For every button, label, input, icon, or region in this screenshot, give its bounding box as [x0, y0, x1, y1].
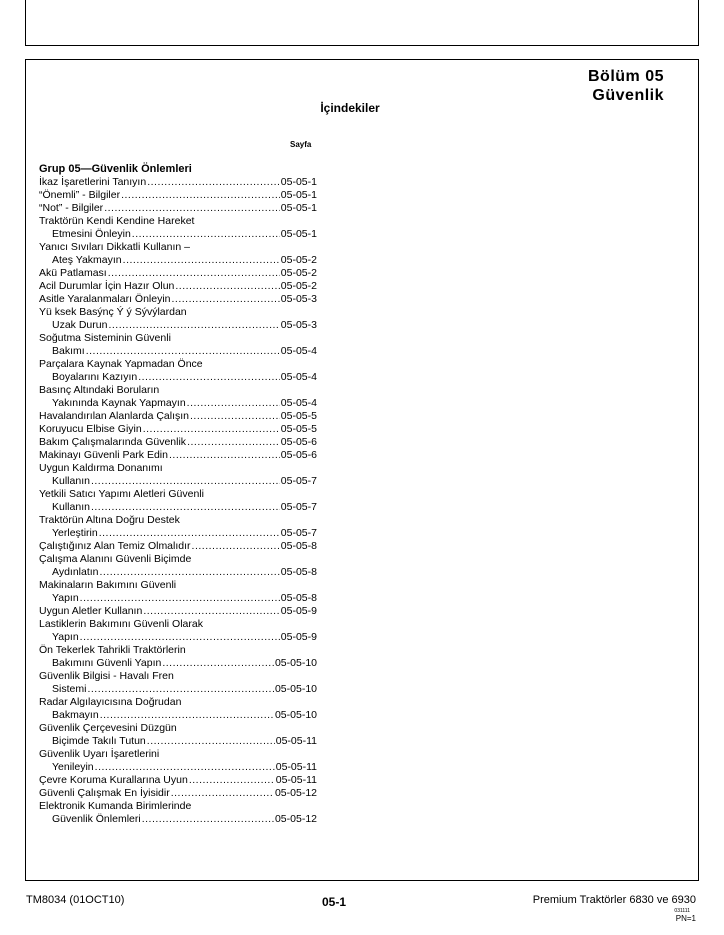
toc-entry-title: Uzak Durun [52, 319, 108, 331]
toc-entry-title: Traktörün Kendi Kendine Hareket [39, 215, 195, 227]
toc-entry[interactable] [39, 384, 317, 410]
toc-entry[interactable] [39, 618, 317, 644]
toc-entry-page: 05-05-1 [280, 228, 317, 240]
toc-entry-title: Yakınında Kaynak Yapmayın [52, 397, 186, 409]
dot-leader [190, 410, 280, 423]
toc-entry-title: Güvenlik Uyarı İşaretlerini [39, 748, 160, 760]
toc-entry-line [39, 540, 317, 553]
section-name: Güvenlik [592, 87, 664, 104]
toc-entry-line [39, 683, 317, 696]
toc-entry-title: Yapın [52, 592, 79, 604]
toc-entry-line [39, 761, 317, 774]
dot-leader [187, 436, 280, 449]
toc-entry[interactable] [39, 722, 317, 748]
toc-entry-title: Biçimde Takılı Tutun [52, 735, 146, 747]
toc-entry-line [39, 215, 317, 228]
toc-entry-title: Uygun Kaldırma Donanımı [39, 462, 163, 474]
dot-leader [100, 709, 274, 722]
toc-entry-line [39, 553, 317, 566]
toc-entry-line [39, 813, 317, 826]
dot-leader [147, 176, 280, 189]
toc-entry[interactable] [39, 579, 317, 605]
toc-entry-line [39, 228, 317, 241]
toc-entry-page: 05-05-4 [280, 345, 317, 357]
toc-heading: İçindekiler [320, 101, 380, 115]
toc-entry-title: Kullanın [52, 475, 90, 487]
toc-entry[interactable] [39, 670, 317, 696]
toc-entry-title: Lastiklerin Bakımını Güvenli Olarak [39, 618, 203, 630]
toc-entry-title: Uygun Aletler Kullanın [39, 605, 143, 617]
toc-entry[interactable] [39, 306, 317, 332]
toc-entry-line [39, 488, 317, 501]
toc-entry-line [39, 423, 317, 436]
toc-entry-title: Bakım Çalışmalarında Güvenlik [39, 436, 187, 448]
toc-entry-page: 05-05-2 [280, 280, 317, 292]
toc-entry-title: Kullanın [52, 501, 90, 513]
toc-entry-line [39, 462, 317, 475]
dot-leader [142, 813, 274, 826]
dot-leader [108, 267, 280, 280]
toc-entry[interactable] [39, 410, 317, 423]
dot-leader [138, 371, 280, 384]
toc-entry-title: Makinaların Bakımını Güvenli [39, 579, 177, 591]
toc-entry-page: 05-05-4 [280, 397, 317, 409]
dot-leader [121, 189, 280, 202]
toc-entry[interactable] [39, 436, 317, 449]
toc-entry-line [39, 319, 317, 332]
toc-entry-page: 05-05-11 [275, 774, 317, 786]
toc-entry-title: Bakımı [52, 345, 85, 357]
toc-entry[interactable] [39, 462, 317, 488]
toc-entry[interactable] [39, 748, 317, 774]
toc-entry[interactable] [39, 189, 317, 202]
toc-entry[interactable] [39, 553, 317, 579]
page-column-label: Sayfa [290, 140, 312, 149]
toc-entry-page: 05-05-8 [280, 592, 317, 604]
dot-leader [104, 202, 280, 215]
toc-entry-line [39, 410, 317, 423]
toc-entry-title: Güvenli Çalışmak En İyisidir [39, 787, 170, 799]
toc-entry-page: 05-05-1 [280, 202, 317, 214]
toc-entry[interactable] [39, 293, 317, 306]
toc-entry-page: 05-05-3 [280, 293, 317, 305]
toc-entry-page: 05-05-8 [280, 566, 317, 578]
dot-leader [123, 254, 280, 267]
toc-entry-line [39, 293, 317, 306]
dot-leader [172, 293, 280, 306]
toc-entry-title: Güvenlik Önlemleri [52, 813, 141, 825]
dot-leader [91, 501, 280, 514]
toc-entry[interactable] [39, 488, 317, 514]
toc-entry-title: Yenileyin [52, 761, 94, 773]
section-number: Bölüm 05 [587, 68, 664, 85]
toc-entry-page: 05-05-5 [280, 423, 317, 435]
toc-entries [39, 176, 317, 826]
toc-entry-title: Çalışma Alanını Güvenli Biçimde [39, 553, 192, 565]
toc-entry-line [39, 436, 317, 449]
dot-leader [143, 423, 280, 436]
dot-leader [171, 787, 274, 800]
toc-entry-page: 05-05-6 [280, 449, 317, 461]
dot-leader [87, 683, 274, 696]
toc-entry-line [39, 605, 317, 618]
top-page-frame [25, 0, 699, 46]
toc-entry-page: 05-05-10 [274, 709, 317, 721]
dot-leader [80, 592, 280, 605]
toc-entry-title: Çalıştığınız Alan Temiz Olmalıdır [39, 540, 191, 552]
dot-leader [175, 280, 279, 293]
toc-entry-page: 05-05-4 [280, 371, 317, 383]
toc-entry[interactable] [39, 332, 317, 358]
toc-entry-title: İkaz İşaretlerini Tanıyın [39, 176, 147, 188]
toc-entry-page: 05-05-10 [274, 657, 317, 669]
toc-entry-page: 05-05-3 [280, 319, 317, 331]
toc-entry-title: Koruyucu Elbise Giyin [39, 423, 142, 435]
toc-entry-line [39, 514, 317, 527]
toc-entry-line [39, 735, 317, 748]
toc-entry-line [39, 527, 317, 540]
dot-leader [192, 540, 280, 553]
toc-entry-line [39, 670, 317, 683]
toc-entry-page: 05-05-9 [280, 605, 317, 617]
dot-leader [169, 449, 280, 462]
toc-entry-line [39, 592, 317, 605]
toc-entry-title: “Önemli” - Bilgiler [39, 189, 121, 201]
dot-leader [162, 657, 274, 670]
toc-entry-page: 05-05-6 [280, 436, 317, 448]
dot-leader [99, 527, 280, 540]
footer-code: 031111 [674, 908, 690, 914]
toc-entry[interactable] [39, 787, 317, 800]
toc-entry[interactable] [39, 423, 317, 436]
toc-entry-title: Parçalara Kaynak Yapmadan Önce [39, 358, 203, 370]
toc-entry-title: Makinayı Güvenli Park Edin [39, 449, 168, 461]
toc-entry-line [39, 800, 317, 813]
toc-entry-page: 05-05-12 [274, 787, 317, 799]
toc-entry[interactable] [39, 800, 317, 826]
toc-entry-line [39, 787, 317, 800]
toc-entry-page: 05-05-2 [280, 254, 317, 266]
toc-entry-title: Acil Durumlar İçin Hazır Olun [39, 280, 175, 292]
toc-entry-title: Basınç Altındaki Boruların [39, 384, 160, 396]
toc-entry-title: Ateş Yakmayın [52, 254, 122, 266]
dot-leader [143, 605, 279, 618]
toc-entry-page: 05-05-5 [280, 410, 317, 422]
toc-entry-line [39, 345, 317, 358]
toc-entry-title: Elektronik Kumanda Birimlerinde [39, 800, 192, 812]
toc-entry-page: 05-05-1 [280, 189, 317, 201]
toc-entry-page: 05-05-7 [280, 527, 317, 539]
toc-entry[interactable] [39, 215, 317, 241]
toc-entry[interactable] [39, 514, 317, 540]
toc-entry[interactable] [39, 644, 317, 670]
toc-entry-line [39, 384, 317, 397]
toc-entry-line [39, 254, 317, 267]
toc-entry-line [39, 189, 317, 202]
toc-entry-line [39, 501, 317, 514]
toc-entry-title: Etmesini Önleyin [52, 228, 131, 240]
section-title [588, 67, 664, 105]
toc-entry-line [39, 774, 317, 787]
dot-leader [80, 631, 280, 644]
toc-entry-line [39, 696, 317, 709]
toc-entry-line [39, 579, 317, 592]
toc-entry-line [39, 397, 317, 410]
toc-entry-line [39, 280, 317, 293]
toc-entry[interactable] [39, 449, 317, 462]
toc-entry-title: Çevre Koruma Kurallarına Uyun [39, 774, 188, 786]
toc-entry-title: Aydınlatın [52, 566, 99, 578]
toc-entry-line [39, 241, 317, 254]
toc-entry-page: 05-05-11 [275, 735, 317, 747]
toc-entry[interactable] [39, 241, 317, 267]
toc-entry-line [39, 644, 317, 657]
toc-entry-line [39, 306, 317, 319]
toc-entry-title: Ön Tekerlek Tahrikli Traktörlerin [39, 644, 186, 656]
toc-entry-title: Asitle Yaralanmaları Önleyin [39, 293, 171, 305]
toc-entry-title: Yü ksek Basýnç Ý ý Sývýlardan [39, 306, 187, 318]
toc-entry-line [39, 566, 317, 579]
dot-leader [187, 397, 280, 410]
toc-entry-page: 05-05-2 [280, 267, 317, 279]
toc-entry-title: Güvenlik Bilgisi - Havalı Fren [39, 670, 174, 682]
toc-entry-title: Yapın [52, 631, 79, 643]
toc-entry-title: Boyalarını Kazıyın [52, 371, 138, 383]
toc-entry-title: Traktörün Altına Doğru Destek [39, 514, 180, 526]
toc-entry[interactable] [39, 280, 317, 293]
toc-entry-line [39, 202, 317, 215]
toc-entry-line [39, 709, 317, 722]
toc-entry-line [39, 748, 317, 761]
toc-entry-title: Akü Patlaması [39, 267, 107, 279]
toc-entry-line [39, 618, 317, 631]
toc-entry-title: “Not” - Bilgiler [39, 202, 104, 214]
dot-leader [132, 228, 280, 241]
footer-product-title: Premium Traktörler 6830 ve 6930 [532, 894, 696, 906]
toc-entry-title: Sistemi [52, 683, 87, 695]
toc-entry-page: 05-05-7 [280, 501, 317, 513]
toc-entry-title: Yetkili Satıcı Yapımı Aletleri Güvenli [39, 488, 204, 500]
toc-entry-title: Bakmayın [52, 709, 99, 721]
toc-entry[interactable] [39, 267, 317, 280]
toc-entry-page: 05-05-11 [275, 761, 317, 773]
footer-doc-id: TM8034 (01OCT10) [26, 894, 125, 906]
toc-entry[interactable] [39, 176, 317, 189]
toc-entry-line [39, 631, 317, 644]
toc-entry[interactable] [39, 605, 317, 618]
toc-entry-line [39, 475, 317, 488]
footer-pn: PN=1 [675, 914, 696, 923]
toc-entry[interactable] [39, 696, 317, 722]
toc-entry-title: Güvenlik Çerçevesini Düzgün [39, 722, 177, 734]
toc-entry[interactable] [39, 774, 317, 787]
toc-entry-title: Soğutma Sisteminin Güvenli [39, 332, 171, 344]
dot-leader [108, 319, 279, 332]
footer-page-number: 05-1 [322, 895, 347, 909]
toc-entry-line [39, 449, 317, 462]
toc-entry-page: 05-05-9 [280, 631, 317, 643]
group-title: Grup 05—Güvenlik Önlemleri [39, 163, 192, 175]
toc-entry-page: 05-05-1 [280, 176, 317, 188]
toc-entry-title: Radar Algılayıcısına Doğrudan [39, 696, 182, 708]
dot-leader [95, 761, 275, 774]
dot-leader [100, 566, 280, 579]
toc-entry-line [39, 722, 317, 735]
toc-entry-title: Yerleştirin [52, 527, 98, 539]
toc-entry-page: 05-05-8 [280, 540, 317, 552]
toc-entry-page: 05-05-7 [280, 475, 317, 487]
toc-entry-line [39, 267, 317, 280]
toc-entry-title: Yanıcı Sıvıları Dikkatli Kullanın – [39, 241, 190, 253]
toc-entry-line [39, 371, 317, 384]
dot-leader [86, 345, 280, 358]
toc-entry[interactable] [39, 202, 317, 215]
toc-entry-title: Bakımını Güvenli Yapın [52, 657, 162, 669]
toc-entry[interactable] [39, 540, 317, 553]
toc-entry[interactable] [39, 358, 317, 384]
dot-leader [147, 735, 275, 748]
table-of-contents [39, 163, 317, 826]
toc-entry-page: 05-05-10 [274, 683, 317, 695]
toc-entry-line [39, 176, 317, 189]
toc-entry-title: Havalandırılan Alanlarda Çalışın [39, 410, 190, 422]
dot-leader [91, 475, 280, 488]
toc-entry-line [39, 358, 317, 371]
dot-leader [189, 774, 275, 787]
toc-entry-line [39, 332, 317, 345]
toc-entry-page: 05-05-12 [274, 813, 317, 825]
toc-entry-line [39, 657, 317, 670]
